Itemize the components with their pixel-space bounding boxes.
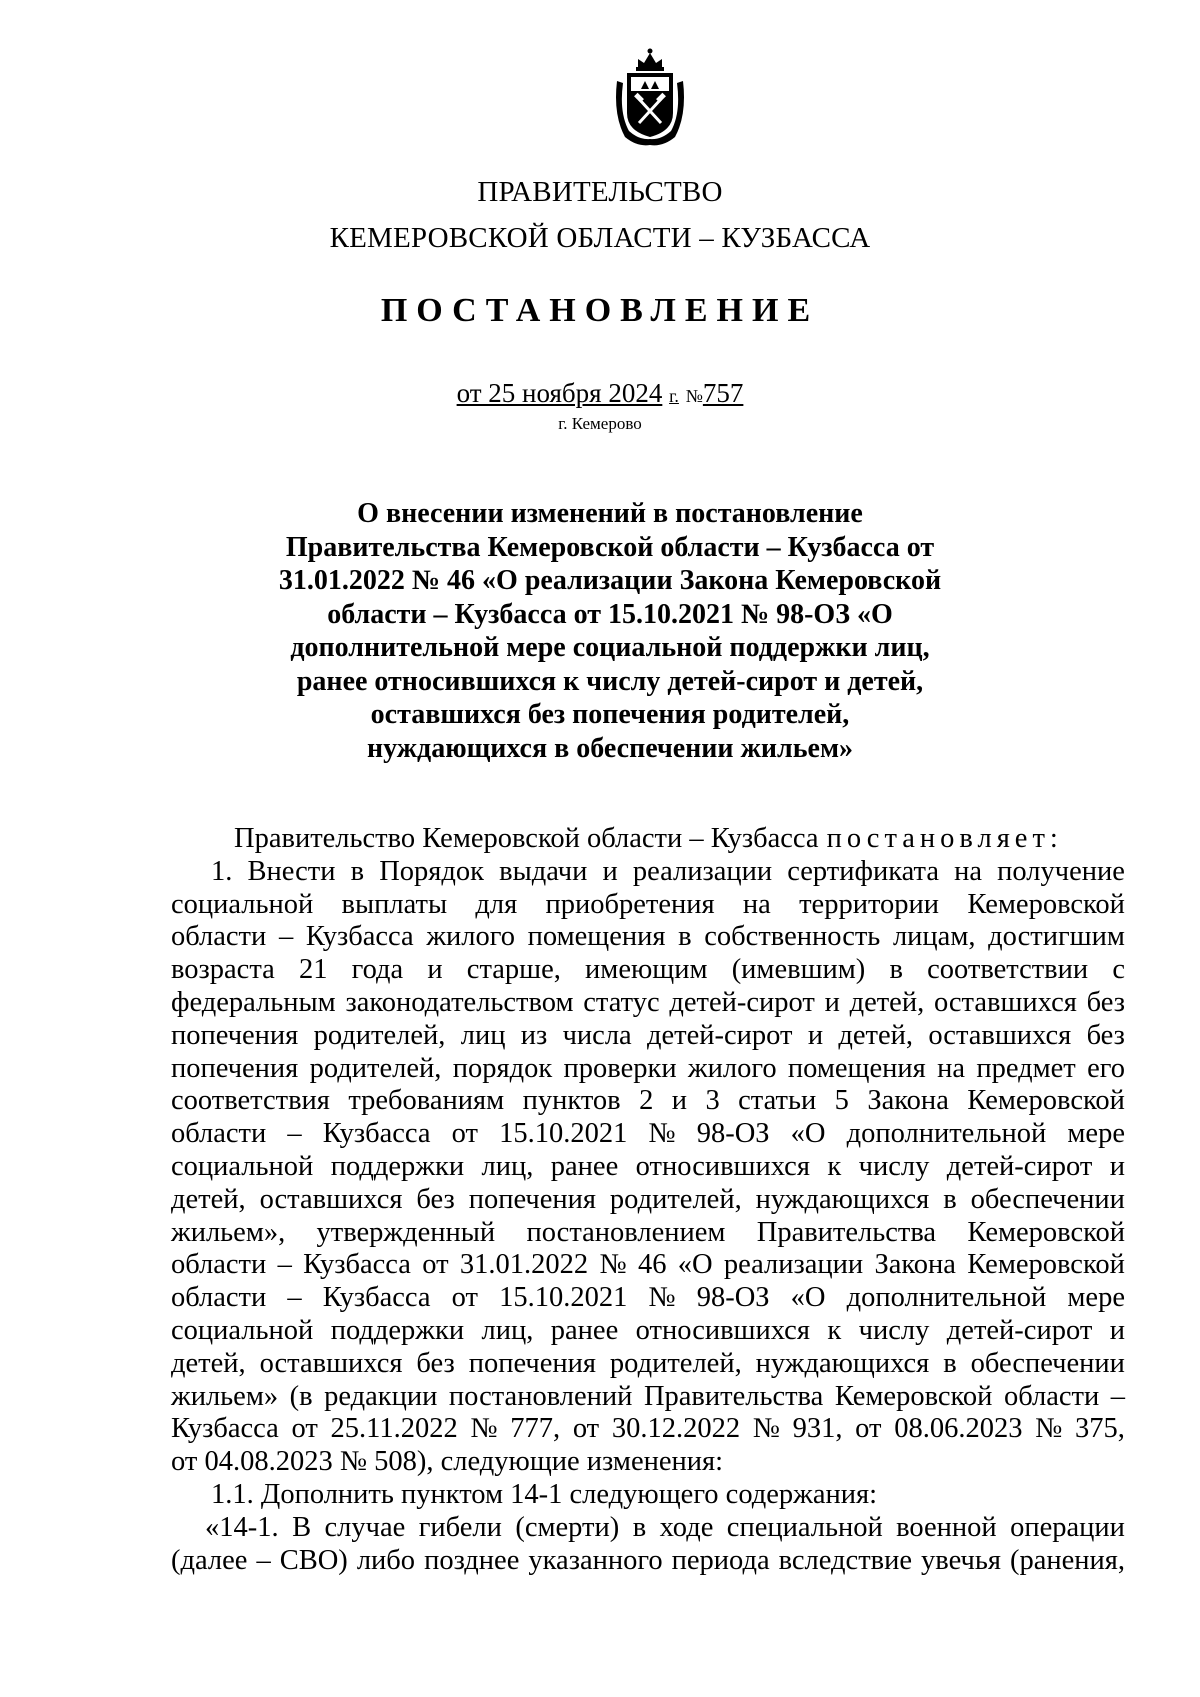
body-line: 1. Внести в Порядок выдачи и реализации сертификата на получение	[211, 855, 1125, 887]
body-line: Кузбасса от 25.11.2022 № 777, от 30.12.2022 № 931, от 08.06.2023 № 375,	[171, 1413, 1125, 1445]
government-name-line-2: КЕМЕРОВСКОЙ ОБЛАСТИ – КУЗБАССА	[329, 222, 871, 254]
number-sign: №	[685, 386, 703, 406]
body-line: жильем» (в редакции постановлений Правительства Кемеровской области –	[171, 1380, 1125, 1412]
paragraph-1-1: 1.1. Дополнить пунктом 14-1 следующего содержания:	[211, 1478, 878, 1510]
body-line: (далее – СВО) либо позднее указанного периода вследствие увечья (ранения,	[171, 1544, 1125, 1576]
body-line: попечения родителей, лиц из числа детей-сирот и детей, оставшихся без	[171, 1019, 1125, 1051]
document-type-heading: ПОСТАНОВЛЕНИЕ	[380, 292, 820, 329]
title-line: Правительства Кемеровской области – Кузбасса от	[285, 531, 935, 563]
title-line: оставшихся без попечения родителей,	[370, 699, 850, 730]
body-line: социальной выплаты для приобретения на территории Кемеровской	[171, 888, 1125, 920]
document-body	[171, 823, 1125, 1577]
body-line: жильем», утвержденный постановлением Правительства Кемеровской	[171, 1216, 1125, 1248]
body-line: детей, оставшихся без попечения родителей, нуждающихся в обеспечении	[171, 1183, 1125, 1215]
intro-text: Правительство Кемеровской области – Кузбасса	[234, 823, 819, 854]
body-line: социальной поддержки лиц, ранее относившихся к числу детей-сирот и	[171, 1314, 1125, 1346]
decree-date: от 25 ноября 2024	[456, 378, 663, 408]
body-line: социальной поддержки лиц, ранее относившихся к числу детей-сирот и	[171, 1150, 1125, 1182]
decree-date-suffix: г.	[669, 386, 679, 406]
body-line: детей, оставшихся без попечения родителей, нуждающихся в обеспечении	[171, 1347, 1125, 1379]
document-title	[240, 497, 980, 765]
title-line: О внесении изменений в постановление	[357, 498, 863, 529]
body-line: «14-1. В случае гибели (смерти) в ходе специальной военной операции	[205, 1511, 1125, 1543]
body-line: возраста 21 года и старше, имеющим (имевшим) в соответствии с	[171, 954, 1125, 986]
title-line: дополнительной мере социальной поддержки лиц,	[290, 632, 930, 663]
intro-verb: постановляет:	[826, 823, 1063, 854]
paragraph-1	[171, 856, 1125, 1479]
body-line: попечения родителей, порядок проверки жилого помещения на предмет его	[171, 1052, 1125, 1084]
paragraph-14-1	[171, 1512, 1125, 1578]
government-name-line-1: ПРАВИТЕЛЬСТВО	[477, 176, 723, 208]
body-line: области – Кузбасса от 15.10.2021 № 98-ОЗ «О дополнительной мере	[171, 1282, 1125, 1314]
title-line: области – Кузбасса от 15.10.2021 № 98-ОЗ «О	[327, 598, 893, 630]
decree-number: 757	[702, 378, 744, 408]
body-line: области – Кузбасса от 15.10.2021 № 98-ОЗ «О дополнительной мере	[171, 1118, 1125, 1150]
body-line: от 04.08.2023 № 508), следующие изменения:	[171, 1446, 724, 1478]
body-line: федеральным законодательством статус детей-сирот и детей, оставшихся без	[171, 986, 1125, 1018]
title-line: ранее относившихся к числу детей-сирот и детей,	[296, 665, 924, 697]
title-line: 31.01.2022 № 46 «О реализации Закона Кемеровской	[278, 565, 942, 596]
body-line: области – Кузбасса от 31.01.2022 № 46 «О реализации Закона Кемеровской	[171, 1249, 1125, 1281]
body-line: области – Кузбасса жилого помещения в собственность лицам, достигшим	[171, 921, 1125, 953]
body-line: соответствия требованиям пунктов 2 и 3 статьи 5 Закона Кемеровской	[171, 1085, 1125, 1117]
date-number-line	[0, 378, 1200, 409]
intro-line	[171, 823, 1125, 856]
title-line: нуждающихся в обеспечении жильем»	[366, 732, 854, 764]
coat-of-arms-icon	[611, 45, 689, 149]
city-name: г. Кемерово	[558, 414, 642, 433]
